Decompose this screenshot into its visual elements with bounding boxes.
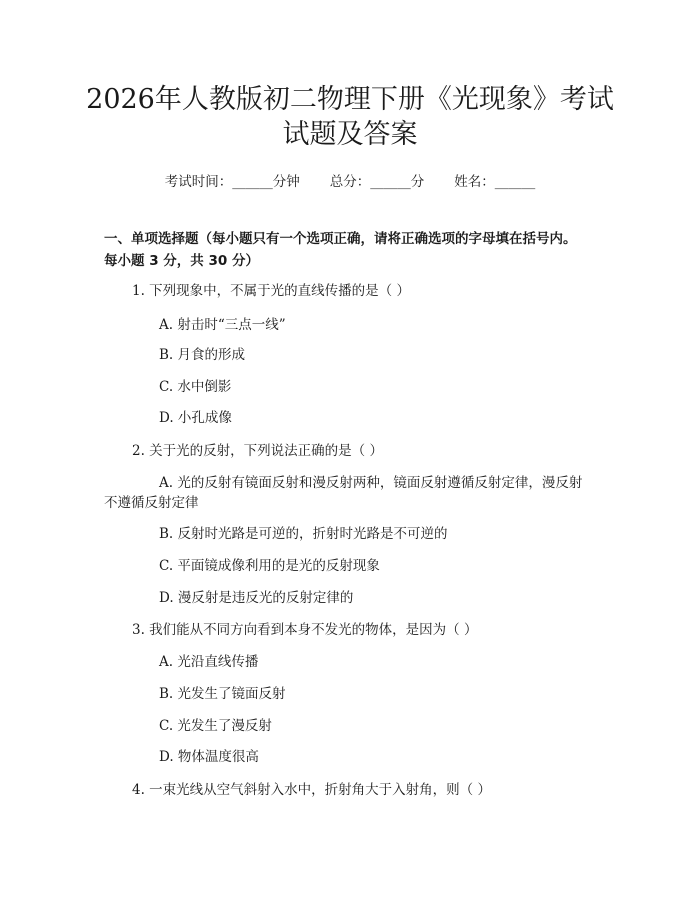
- question-1-option-b: B. 月食的形成: [159, 347, 246, 363]
- question-3-option-b: B. 光发生了镜面反射: [159, 686, 286, 702]
- name-label: 姓名：: [454, 174, 495, 190]
- exam-title-line1: 2026年人教版初二物理下册《光现象》考试: [86, 84, 614, 115]
- name-blank: ______: [494, 174, 536, 190]
- time-unit: 分钟: [272, 174, 300, 190]
- time-blank: ______: [232, 174, 273, 190]
- section-heading-line2: 每小题 3 分，共 30 分）: [104, 253, 259, 269]
- question-3-option-a: A. 光沿直线传播: [159, 654, 259, 670]
- time-label: 考试时间：: [164, 174, 233, 190]
- question-1-option-c: C. 水中倒影: [159, 379, 232, 395]
- question-3-option-c: C. 光发生了漫反射: [159, 718, 272, 734]
- question-2-option-c: C. 平面镜成像利用的是光的反射现象: [159, 558, 380, 574]
- score-unit: 分: [410, 174, 425, 190]
- score-blank: ______: [370, 174, 411, 190]
- question-4-stem: 4. 一束光线从空气斜射入水中，折射角大于入射角，则（ ）: [132, 782, 491, 798]
- question-2-option-a-line1: A. 光的反射有镜面反射和漫反射两种，镜面反射遵循反射定律，漫反射: [159, 475, 583, 491]
- section-heading-line1: 一、单项选择题（每小题只有一个选项正确，请将正确选项的字母填在括号内。: [104, 231, 577, 247]
- question-3-option-d: D. 物体温度很高: [159, 749, 259, 765]
- score-label: 总分：: [329, 174, 371, 190]
- question-2-option-a-line2: 不遵循反射定律: [104, 495, 199, 511]
- question-1-option-d: D. 小孔成像: [159, 410, 232, 426]
- exam-title-line2: 试题及答案: [282, 119, 418, 150]
- question-2-stem: 2. 关于光的反射，下列说法正确的是（ ）: [132, 443, 383, 459]
- question-1-stem: 1. 下列现象中，不属于光的直线传播的是（ ）: [132, 283, 410, 299]
- question-1-option-a: A. 射击时“三点一线”: [159, 317, 286, 333]
- question-2-option-d: D. 漫反射是违反光的反射定律的: [159, 590, 354, 606]
- exam-info-row: [0, 170, 700, 190]
- question-3-stem: 3. 我们能从不同方向看到本身不发光的物体，是因为（ ）: [132, 622, 478, 638]
- section-heading: [104, 228, 604, 272]
- question-2-option-b: B. 反射时光路是可逆的，折射时光路是不可逆的: [159, 526, 448, 542]
